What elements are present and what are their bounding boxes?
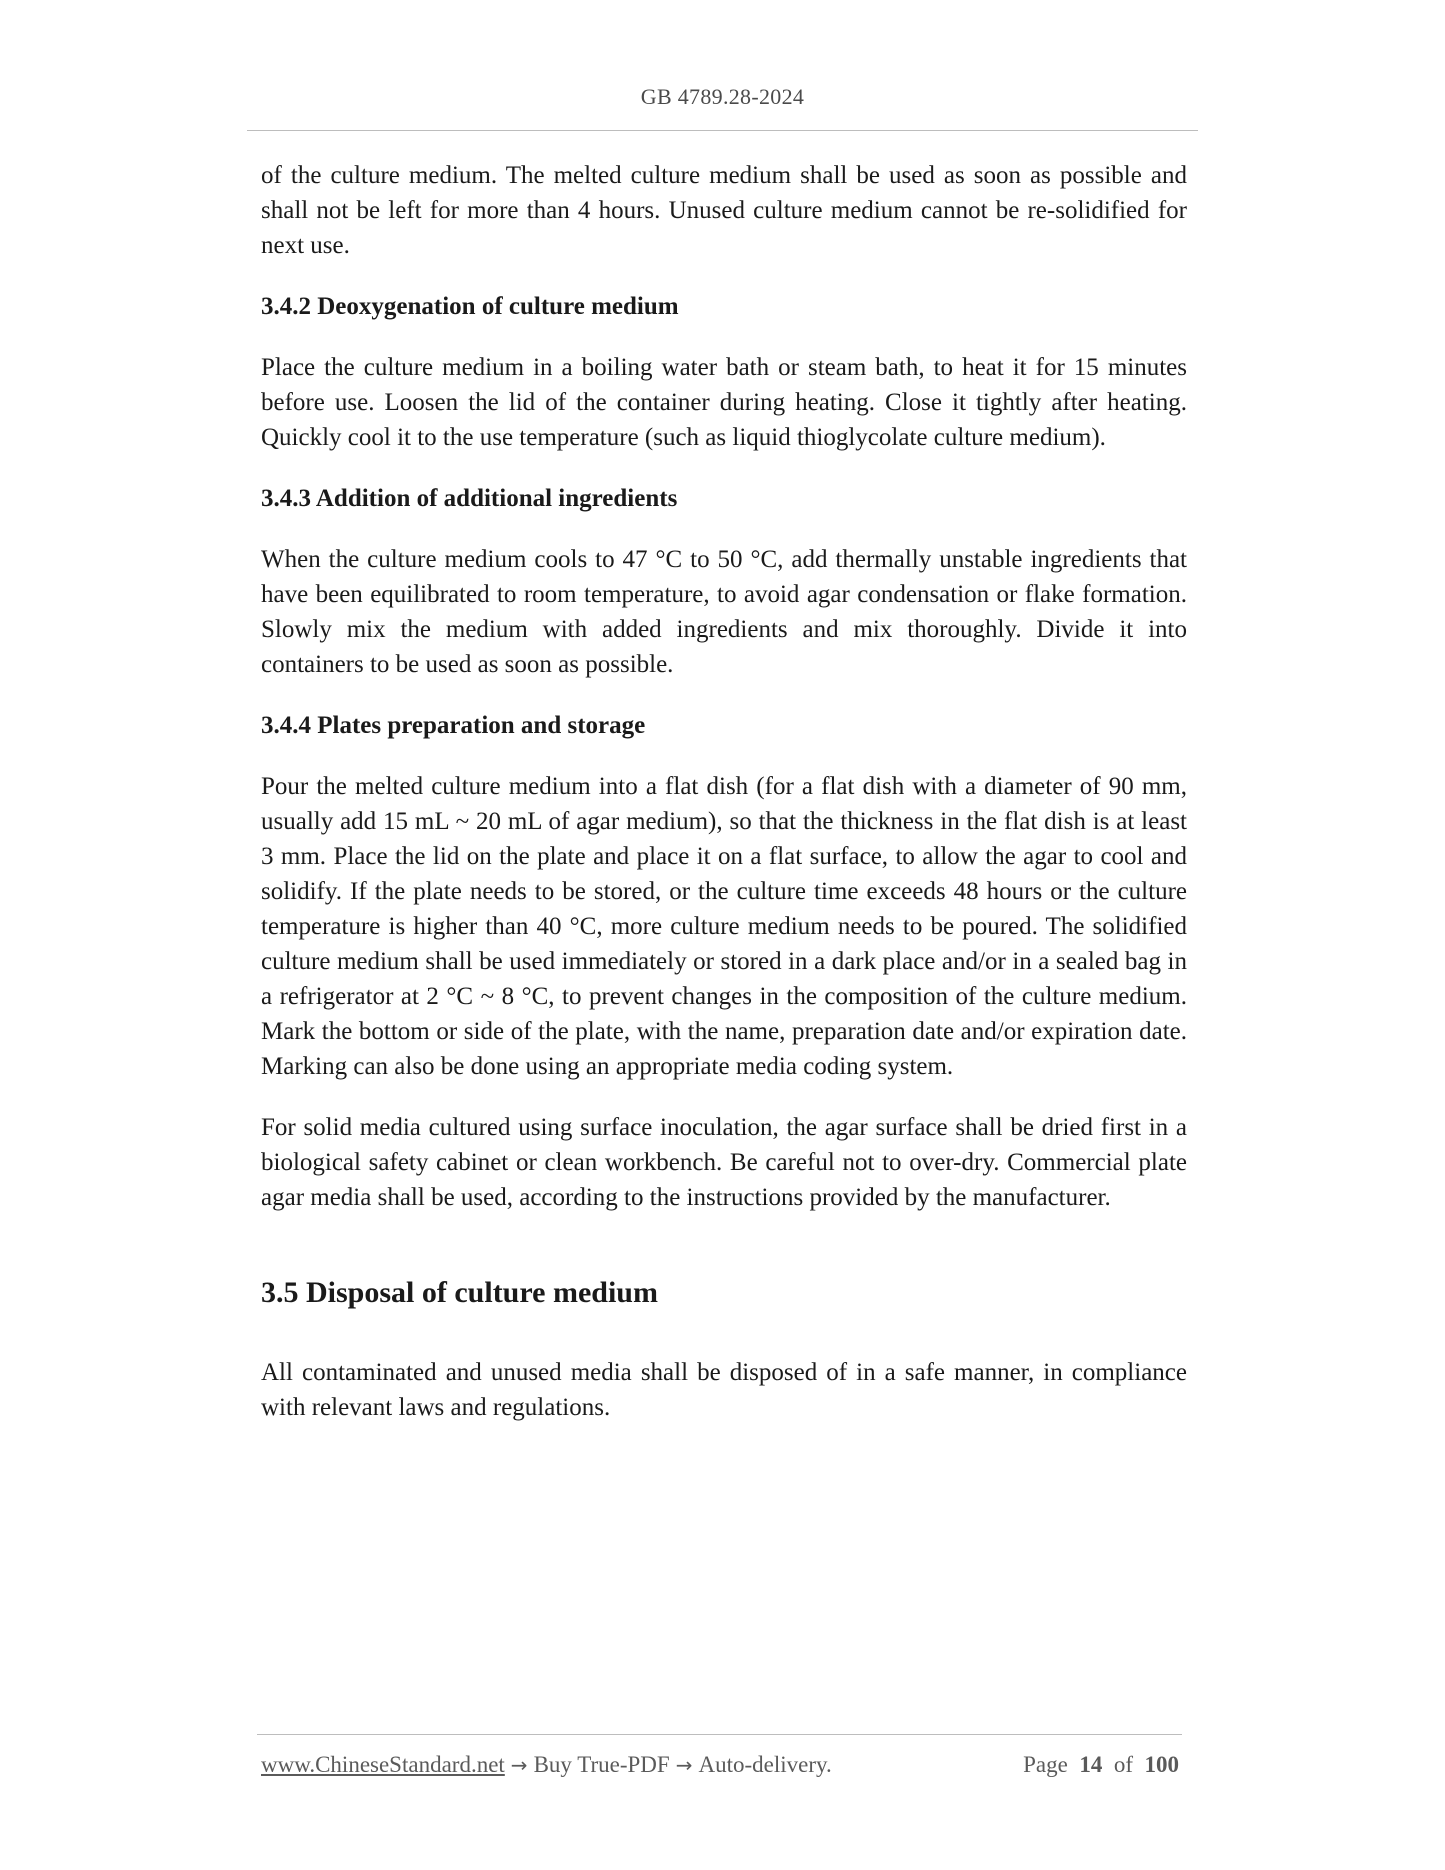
buy-true-pdf-text: Buy True-PDF — [533, 1752, 670, 1777]
footer-promo — [261, 1752, 832, 1778]
footer-divider — [257, 1734, 1182, 1735]
paragraph-3-4-3: When the culture medium cools to 47 °C to 50 °C, add thermally unstable ingredients that have been equilibrated to room temperature, to avoid agar condensation or flake formation. Slowly mix the medium with added ingredients and mix thoroughly. Divide it into containers to be used as soon as possible. — [261, 546, 1187, 678]
heading-3-5: 3.5 Disposal of culture medium — [261, 1276, 658, 1309]
header-divider — [247, 130, 1198, 131]
of-label: of — [1113, 1752, 1133, 1777]
page-number — [1023, 1752, 1179, 1778]
paragraph-3-4-2: Place the culture medium in a boiling water bath or steam bath, to heat it for 15 minutes before use. Loosen the lid of the container during heating. Close it tightly after heating. Quickly cool it to the use temperature (such as liquid thioglycolate culture medium). — [261, 354, 1187, 451]
right-arrow-icon: → — [510, 1753, 528, 1777]
page-header: GB 4789.28-2024 — [640, 84, 805, 109]
right-arrow-icon: → — [675, 1753, 693, 1777]
paragraph-3-4-4-a: Pour the melted culture medium into a flat dish (for a flat dish with a diameter of 90 mm, usually add 15 mL ~ 20 mL of agar medium), so that the thickness in the flat dish is at least 3 mm. Place the lid on the plate and place it on a flat surface, to allow the agar to cool and solidify. If the plate needs to be stored, or the culture time exceeds 48 hours or the culture temperature is higher than 40 °C, more culture medium needs to be poured. The solidified culture medium shall be used immediately or stored in a dark place and/or in a sealed bag in a refrigerator at 2 °C ~ 8 °C, to prevent changes in the composition of the culture medium. Mark the bottom or side of the plate, with the name, preparation date and/or expiration date. Marking can also be done using an appropriate media coding system. — [261, 773, 1187, 1080]
page-current: 14 — [1079, 1752, 1103, 1777]
heading-3-4-3: 3.4.3 Addition of additional ingredients — [261, 485, 678, 512]
paragraph-3-4-4-b: For solid media cultured using surface inoculation, the agar surface shall be dried first in a biological safety cabinet or clean workbench. Be careful not to over-dry. Commercial plate agar media shall be used, according to the instructions provided by the manufacturer. — [261, 1114, 1187, 1211]
paragraph-3-5: All contaminated and unused media shall be disposed of in a safe manner, in compliance with relevant laws and regulations. — [261, 1359, 1187, 1421]
heading-3-4-2: 3.4.2 Deoxygenation of culture medium — [261, 293, 679, 320]
page-label: Page — [1023, 1752, 1068, 1777]
paragraph-continued: of the culture medium. The melted culture medium shall be used as soon as possible and shall not be left for more than 4 hours. Unused culture medium cannot be re-solidified for next use. — [261, 162, 1187, 259]
page-content — [261, 158, 1187, 1451]
auto-delivery-text: Auto-delivery. — [698, 1752, 832, 1777]
heading-3-4-4: 3.4.4 Plates preparation and storage — [261, 712, 646, 739]
website-link[interactable]: www.ChineseStandard.net — [261, 1752, 505, 1777]
page-total: 100 — [1144, 1752, 1179, 1777]
